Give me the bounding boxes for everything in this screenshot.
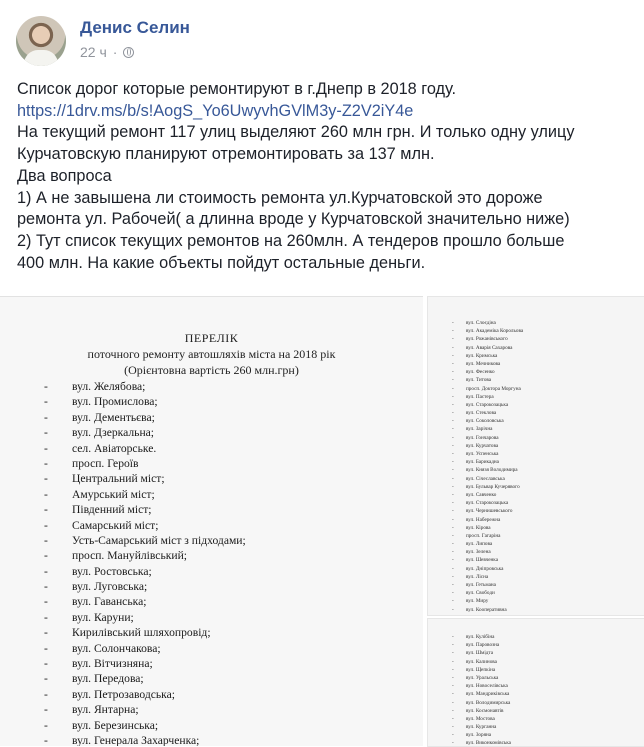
document-cost: (Орієнтовна вартість 260 млн.грн): [124, 363, 299, 377]
author-avatar[interactable]: [16, 16, 66, 66]
document-street-item: - вул. Калинова: [452, 658, 511, 666]
document-street-item: - вул. Желябова;: [44, 379, 246, 394]
page-2-street-list: [452, 319, 523, 616]
document-street-item: - просп. Мануйлівський;: [44, 548, 246, 563]
document-street-item: - вул. Солончакова;: [44, 641, 246, 656]
document-photo-page-3[interactable]: [427, 618, 644, 747]
post-text-line: Два вопроса: [17, 166, 112, 185]
document-street-item: - вул. Успенська: [452, 450, 523, 458]
document-street-item: - вул. Аварія Сахарова: [452, 344, 523, 352]
post-text-line: Курчатовскую планируют отремонтировать за 137 млн.: [17, 145, 435, 164]
document-subtitle: поточного ремонту автошляхів міста на 2018 рік: [87, 347, 336, 361]
document-street-item: - вул. Липова: [452, 540, 523, 548]
document-street-item: - вул. Промислова;: [44, 394, 246, 409]
document-street-item: - вул. Стеклова: [452, 409, 523, 417]
document-photo-page-2[interactable]: [427, 296, 644, 616]
document-street-item: - вул. Гаванська;: [44, 594, 246, 609]
author-name[interactable]: Денис Селин: [80, 18, 190, 37]
document-street-item: - сел. Авіаторське.: [44, 441, 246, 456]
document-street-item: - вул. Кулібіна: [452, 633, 511, 641]
meta-separator: ·: [112, 44, 118, 60]
document-street-item: [452, 614, 523, 616]
document-street-item: - вул. Кримська: [452, 352, 523, 360]
document-street-item: - вул. Передова;: [44, 671, 246, 686]
document-street-item: - вул. Луговська;: [44, 579, 246, 594]
document-street-list: [44, 379, 246, 746]
document-street-item: - вул. Дементьєва;: [44, 410, 246, 425]
document-street-item: - вул. Паровозна: [452, 641, 511, 649]
document-street-item: - вул. Володимирська: [452, 699, 511, 707]
document-photo-main[interactable]: [0, 296, 423, 746]
document-street-item: - просп. Героїв: [44, 456, 246, 471]
post-text: [17, 79, 632, 274]
document-street-item: - вул. Гетьмана: [452, 581, 523, 589]
globe-icon[interactable]: [123, 47, 134, 58]
document-street-item: - вул. Мостова: [452, 715, 511, 723]
post-link[interactable]: https://1drv.ms/b/s!AogS_Yo6UwyvhGVlM3y-Z2V2iY4e: [17, 101, 414, 120]
document-street-item: - вул. Ростовська;: [44, 564, 246, 579]
document-street-item: - вул. Уральська: [452, 674, 511, 682]
document-title: ПЕРЕЛІК: [184, 331, 239, 345]
document-street-item: - вул. Слоєдіна: [452, 319, 523, 327]
document-street-item: - вул. Барикадна: [452, 458, 523, 466]
document-street-item: - вул. Старокозацька: [452, 499, 523, 507]
page-3-street-list: [452, 633, 511, 747]
document-street-item: - вул. Князя Володимира: [452, 466, 523, 474]
document-street-item: - вул. Фесенко: [452, 368, 523, 376]
document-street-item: - вул. Петрозаводська;: [44, 687, 246, 702]
document-street-item: - вул. Пастера: [452, 393, 523, 401]
document-street-item: - Амурський міст;: [44, 487, 246, 502]
document-street-item: - вул. Зелена: [452, 548, 523, 556]
document-street-item: - вул. Мандриківська: [452, 690, 511, 698]
document-street-item: - Південний міст;: [44, 502, 246, 517]
document-street-item: - Центральний міст;: [44, 471, 246, 486]
document-street-item: - вул. Курчатова: [452, 442, 523, 450]
post-text-line: ремонта ул. Рабочей( а длинна вроде у Курчатовской значительно ниже): [17, 210, 570, 229]
document-street-item: - вул. Свободи: [452, 589, 523, 597]
document-street-item: - вул. Виконкомівська: [452, 739, 511, 747]
document-street-item: - вул. Гончарова: [452, 434, 523, 442]
document-street-item: - вул. Мечникова: [452, 360, 523, 368]
document-street-item: - вул. Шевченка: [452, 556, 523, 564]
document-street-item: - вул. Новоселівська: [452, 682, 511, 690]
document-street-item: - вул. Щепкіна: [452, 666, 511, 674]
document-street-item: - вул. Академіка Корольова: [452, 327, 523, 335]
document-street-item: - вул. Березинська;: [44, 718, 246, 733]
post-text-line: Список дорог которые ремонтируют в г.Днепр в 2018 году.: [17, 80, 457, 98]
document-street-item: - вул. Шмідта: [452, 649, 511, 657]
document-street-item: - вул. Титова: [452, 376, 523, 384]
document-street-item: - просп. Доктора Моргуна: [452, 385, 523, 393]
document-street-item: - вул. Кооперативна: [452, 606, 523, 614]
document-street-item: - вул. Лісна: [452, 573, 523, 581]
document-street-item: - вул. Генерала Захарченка;: [44, 733, 246, 746]
post-text-line: 2) Тут список текущих ремонтов на 260млн. А тендеров прошло больше: [17, 231, 565, 250]
document-street-item: - вул. Кірова: [452, 524, 523, 532]
document-street-item: - Усть-Самарський міст з підходами;: [44, 533, 246, 548]
document-street-item: - вул. Янтарна;: [44, 702, 246, 717]
document-street-item: - вул. Січеславська: [452, 475, 523, 483]
document-street-item: - вул. Дніпровська: [452, 565, 523, 573]
document-street-item: - вул. Набережна: [452, 516, 523, 524]
document-street-item: - вул. Зоряна: [452, 731, 511, 739]
document-street-item: - Кирилівський шляхопровід;: [44, 625, 246, 640]
document-street-item: - вул. Миру: [452, 597, 523, 605]
document-street-item: - вул. Савченко: [452, 491, 523, 499]
document-street-item: - вул. Дзеркальна;: [44, 425, 246, 440]
document-street-item: - Самарський міст;: [44, 518, 246, 533]
document-street-item: - вул. Космонавтів: [452, 707, 511, 715]
document-street-item: - вул. Соколовська: [452, 417, 523, 425]
document-street-item: - вул. Чернишевського: [452, 507, 523, 515]
post-text-line: 400 млн. На какие объекты пойдут остальные деньги.: [17, 253, 426, 272]
post-timestamp[interactable]: 22 ч: [80, 44, 107, 60]
post-meta: [80, 44, 134, 60]
document-street-item: - вул. Зарічна: [452, 425, 523, 433]
post-text-line: 1) А не завышена ли стоимость ремонта ул.Курчатовской это дороже: [17, 188, 543, 207]
document-street-item: - вул. Вітчизняна;: [44, 656, 246, 671]
document-street-item: - вул. Рожанівського: [452, 335, 523, 343]
document-street-item: - вул. Бульвар Кучерявого: [452, 483, 523, 491]
post-text-line: На текущий ремонт 117 улиц выделяют 260 млн грн. И только одну улицу: [17, 123, 575, 142]
document-street-item: - вул. Курганна: [452, 723, 511, 731]
document-street-item: - вул. Старокозацька: [452, 401, 523, 409]
document-street-item: - просп. Гагаріна: [452, 532, 523, 540]
document-street-item: - вул. Каруни;: [44, 610, 246, 625]
